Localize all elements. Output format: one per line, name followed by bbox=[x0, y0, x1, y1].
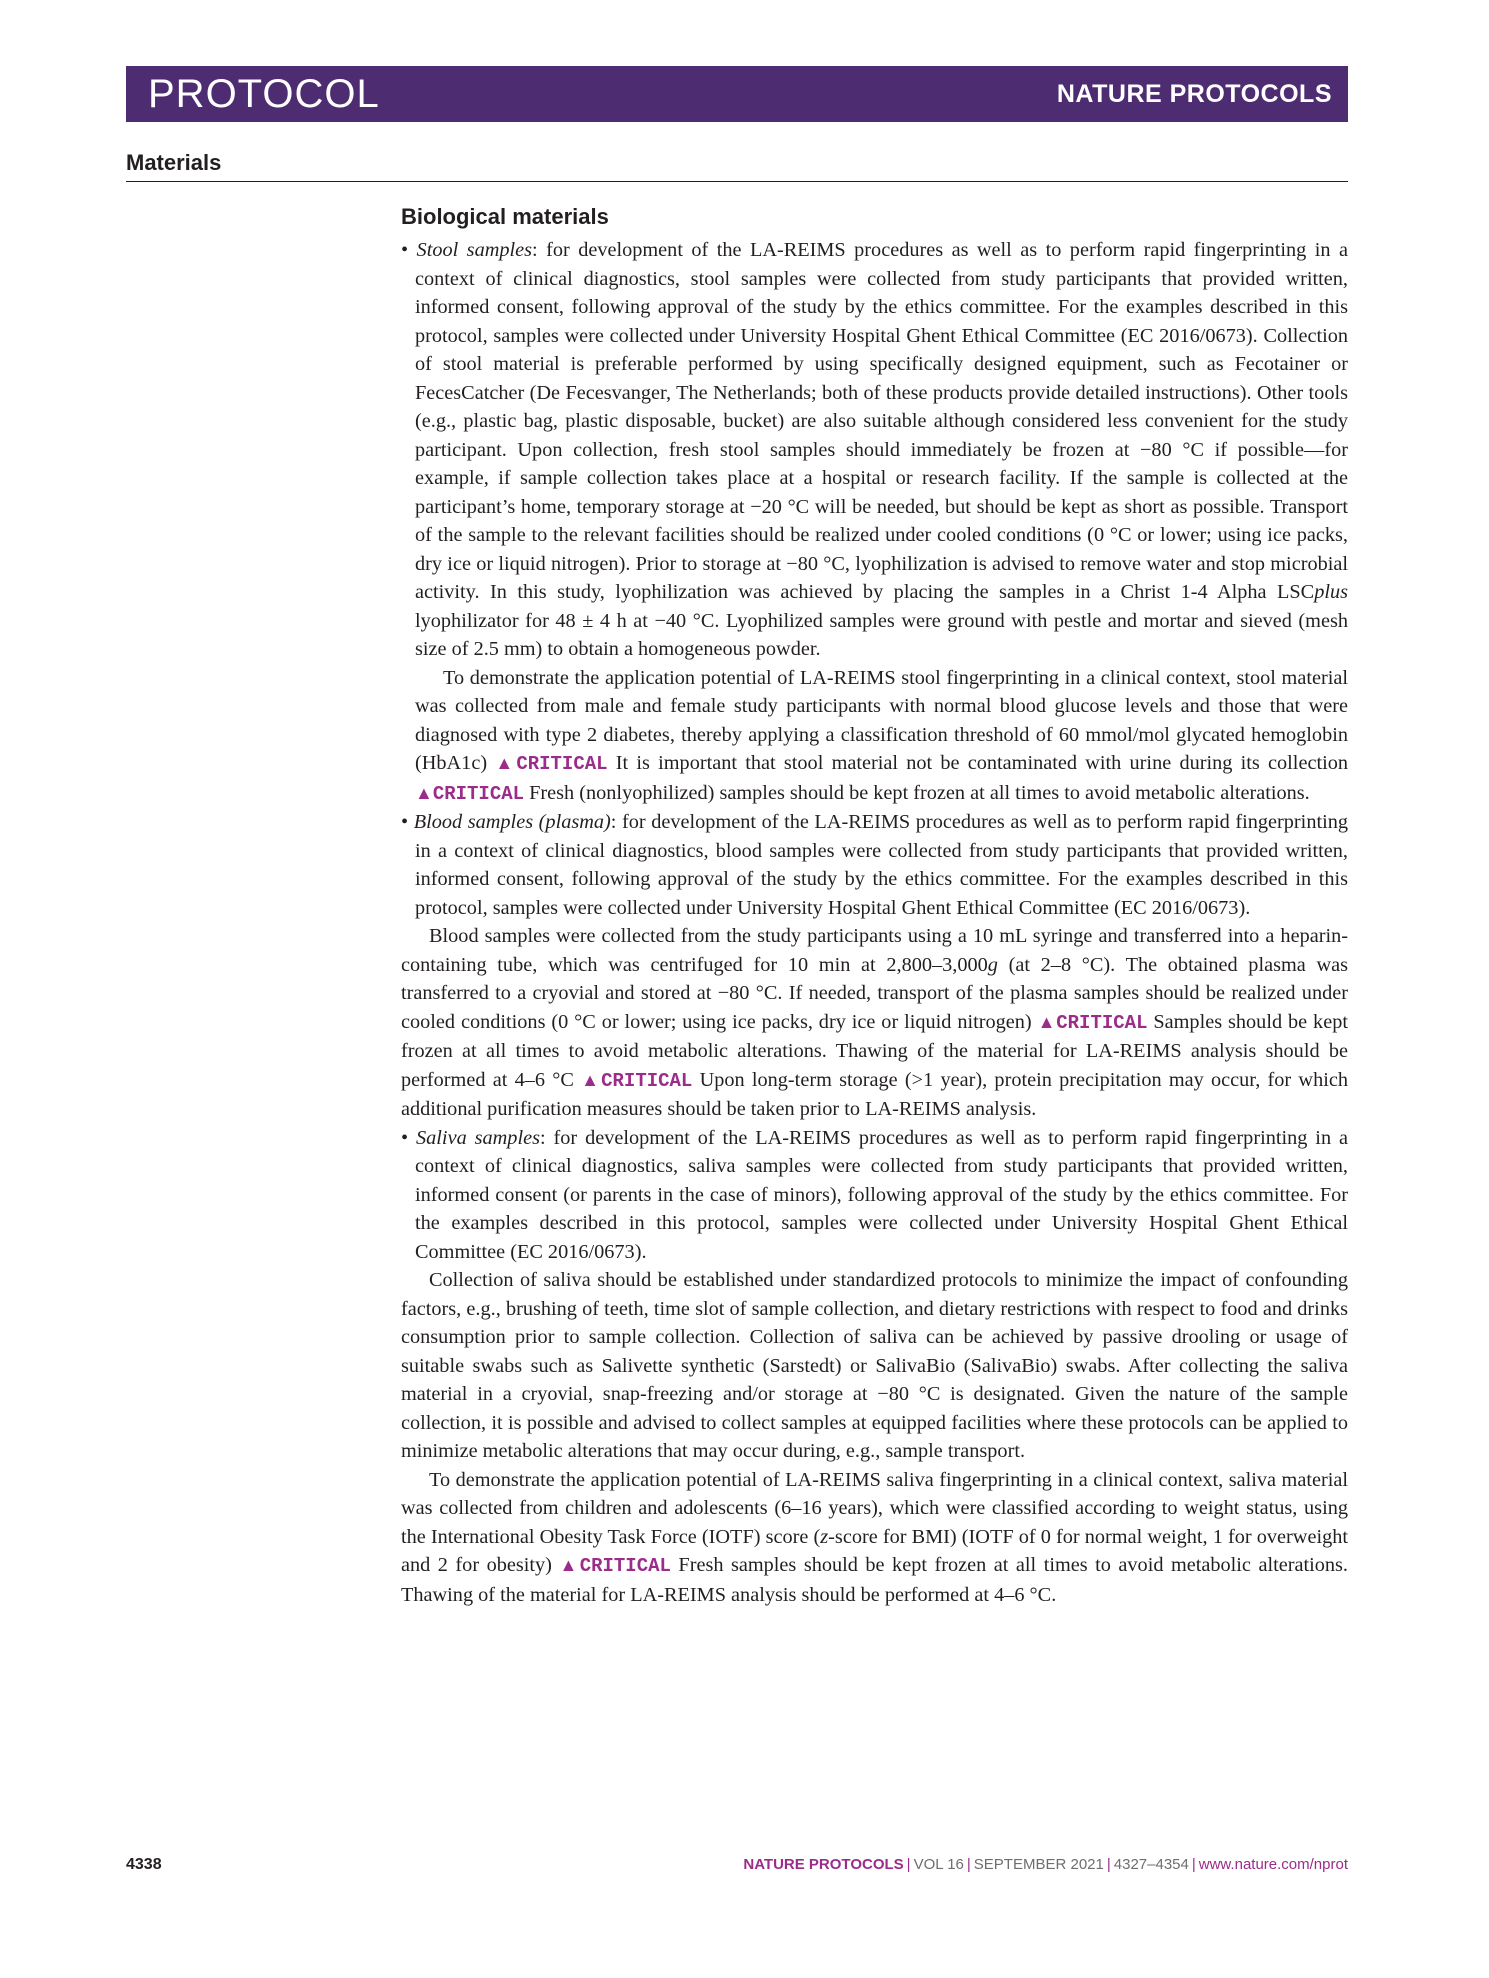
blood-paragraph: • Blood samples (plasma): for development of the LA-REIMS procedures as well as to perform rapid fingerprinting in a context of clinical diagnostics, blood samples were collected from study participants that provided written, informed consent, following approval of the study by the ethics committee. For the examples described in this protocol, samples were collected under University Hospital Ghent Ethical Committee (EC 2016/0673). bbox=[401, 811, 1349, 919]
footer-journal: NATURE PROTOCOLS bbox=[743, 1856, 904, 1873]
article-type-label: PROTOCOL bbox=[148, 72, 380, 116]
critical-triangle-icon: ▲ bbox=[559, 1555, 580, 1575]
critical-label: CRITICAL bbox=[516, 753, 608, 775]
page-number: 4338 bbox=[126, 1856, 162, 1873]
header-banner bbox=[126, 66, 1348, 122]
footer-url[interactable]: www.nature.com/nprot bbox=[1198, 1856, 1348, 1873]
stool-label: Stool samples bbox=[416, 239, 533, 261]
critical-label: CRITICAL bbox=[1056, 1011, 1148, 1034]
main-content bbox=[401, 198, 1348, 1609]
blood-label: Blood samples (plasma) bbox=[413, 811, 611, 833]
footer-date: SEPTEMBER 2021 bbox=[973, 1856, 1104, 1873]
footer-volume: VOL 16 bbox=[913, 1856, 964, 1873]
critical-label: CRITICAL bbox=[432, 782, 525, 805]
critical-triangle-icon: ▲ bbox=[415, 782, 433, 803]
critical-triangle-icon: ▲ bbox=[495, 753, 517, 773]
stool-paragraph: • Stool samples: for development of the LA-REIMS procedures as well as to perform rapid fingerprinting in a context of clinical diagnostics, stool samples were collected from study participants that provided written, informed consent, following approval of the study by the ethics committee. For the examples described in this protocol, samples were collected under University Hospital Ghent Ethical Committee (EC 2016/0673). Collection of stool material is preferable performed by using specifically designed equipment, such as Fecotainer or FecesCatcher (De Fecesvanger, The Netherlands; both of these products provide detailed instructions). Other tools (e.g., plastic bag, plastic disposable, bucket) are also suitable although considered less convenient for the study participant. Upon collection, fresh stool samples should immediately be frozen at −80 °C if possible—for example, if sample collection takes place at a hospital or research facility. If the sample is collected at the participant’s home, temporary storage at −20 °C will be needed, but should be kept as short as possible. Transport of the sample to the relevant facilities should be realized under cooled conditions (0 °C or lower; using ice packs, dry ice or liquid nitrogen). Prior to storage at −80 °C, lyophilization is advised to remove water and stop microbial activity. In this study, lyophilization was achieved by placing the samples in a Christ 1-4 Alpha LSCplus lyophilizator for 48 ± 4 h at −40 °C. Lyophilized samples were ground with pestle and mortar and sieved (mesh size of 2.5 mm) to obtain a homogeneous powder. bbox=[401, 239, 1348, 660]
saliva-paragraph-3: To demonstrate the application potential of LA-REIMS saliva fingerprinting in a clinical context, saliva material was collected from children and adolescents (6–16 years), which were classified according to weight status, using the International Obesity Task Force (IOTF) score (z-score for BMI) (IOTF of 0 for normal weight, 1 for overweight and 2 for obesity) ▲CRITICAL Fresh samples should be kept frozen at all times to avoid metabolic alterations. Thawing of the material for LA-REIMS analysis should be performed at 4–6 °C. bbox=[401, 1468, 1348, 1606]
section-rule bbox=[126, 181, 1348, 182]
footer-citation: NATURE PROTOCOLS | VOL 16 | SEPTEMBER 2021 | 4327–4354 | www.nature.com/nprot bbox=[743, 1856, 1348, 1873]
blood-paragraph-2: Blood samples were collected from the study participants using a 10 mL syringe and transferred into a heparin-containing tube, which was centrifuged for 10 min at 2,800–3,000g (at 2–8 °C). The obtained plasma was transferred to a cryovial and stored at −80 °C. If needed, transport of the plasma samples should be realized under cooled conditions (0 °C or lower; using ice packs, dry ice or liquid nitrogen) ▲CRITICAL Samples should be kept frozen at all times to avoid metabolic alterations. Thawing of the material for LA-REIMS analysis should be performed at 4–6 °C ▲CRITICAL Upon long-term storage (>1 year), protein precipitation may occur, for which additional purification measures should be taken prior to LA-REIMS analysis. bbox=[401, 925, 1348, 1120]
critical-label: CRITICAL bbox=[579, 1555, 671, 1577]
saliva-paragraph-2: Collection of saliva should be established under standardized protocols to minimize the impact of confounding factors, e.g., brushing of teeth, time slot of sample collection, and dietary restrictions with respect to food and drinks consumption prior to sample collection. Collection of saliva can be achieved by passive drooling or usage of suitable swabs such as Salivette synthetic (Sarstedt) or SalivaBio (SalivaBio) swabs. After collecting the saliva material in a cryovial, snap-freezing and/or storage at −80 °C is designated. Given the nature of the sample collection, it is possible and advised to collect samples at equipped facilities where these protocols can be applied to minimize metabolic alterations that may occur during, e.g., sample transport. bbox=[401, 1269, 1348, 1462]
subsection-title: Biological materials bbox=[401, 204, 609, 229]
section-title: Materials bbox=[126, 150, 222, 175]
saliva-label: Saliva samples bbox=[416, 1126, 540, 1149]
critical-label: CRITICAL bbox=[601, 1069, 693, 1092]
critical-triangle-icon: ▲ bbox=[581, 1069, 602, 1090]
journal-name-header: NATURE PROTOCOLS bbox=[1056, 79, 1332, 108]
footer-pages: 4327–4354 bbox=[1113, 1856, 1189, 1873]
stool-paragraph-2: To demonstrate the application potential of LA-REIMS stool fingerprinting in a clinical context, stool material was collected from male and female study participants with normal blood glucose levels and those that were diagnosed with type 2 diabetes, thereby applying a classification threshold of 60 mmol/mol glycated hemoglobin (HbA1c) ▲CRITICAL It is important that stool material not be contaminated with urine during its collection ▲CRITICAL Fresh (nonlyophilized) samples should be kept frozen at all times to avoid metabolic alterations. bbox=[415, 666, 1348, 805]
critical-triangle-icon: ▲ bbox=[1037, 1011, 1057, 1032]
saliva-paragraph: • Saliva samples: for development of the LA-REIMS procedures as well as to perform rapid fingerprinting in a context of clinical diagnostics, saliva samples were collected from study participants that provided written, informed consent (or parents in the case of minors), following approval of the study by the ethics committee. For the examples described in this protocol, samples were collected under University Hospital Ghent Ethical Committee (EC 2016/0673). bbox=[401, 1126, 1348, 1263]
